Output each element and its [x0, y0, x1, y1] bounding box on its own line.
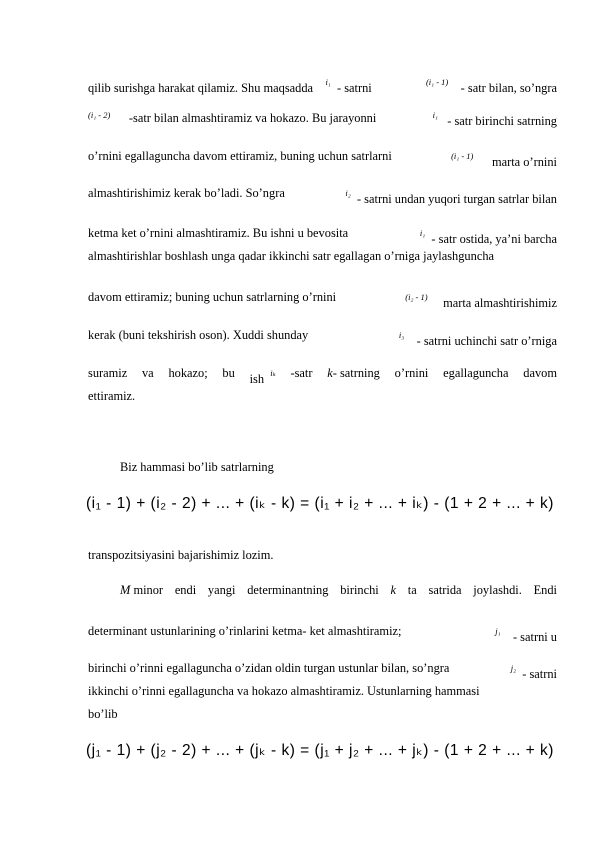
- text-line: [88, 290, 557, 311]
- text: egallaguncha: [443, 366, 509, 380]
- text-line: [120, 583, 557, 598]
- math-term: k: [390, 583, 397, 597]
- math-term: i₁: [419, 228, 426, 238]
- text: - satrni uchinchi satr o’rniga: [416, 334, 557, 348]
- text-line: transpozitsiyasini bajarishimiz lozim.: [88, 548, 274, 562]
- math-term: i₂: [345, 188, 351, 198]
- text: ish: [249, 372, 265, 386]
- math-term: (i₁ - 1): [451, 151, 474, 161]
- text: davom: [523, 366, 557, 380]
- math-term: j₁: [495, 626, 501, 636]
- math-term: (i₂ - 1): [405, 292, 428, 302]
- text: endi: [174, 583, 197, 597]
- text: va: [141, 366, 154, 380]
- text: almashtirishimiz kerak bo’ladi. So’ngra: [88, 186, 285, 200]
- text: - satr ostida, ya’ni barcha: [431, 232, 557, 246]
- text: - satrning: [332, 366, 380, 380]
- text: - satr bilan, so’ngra: [460, 81, 557, 95]
- math-term: (i₁ - 2): [88, 110, 111, 120]
- text-line: [88, 108, 557, 129]
- text: ketma ket o’rnini almashtiramiz. Bu ishni u bevosita: [88, 226, 349, 240]
- text: o’rnini egallaguncha davom ettiramiz, buning uchun satrlarni: [88, 149, 392, 163]
- formula-rows: (i₁ - 1) + (i₂ - 2) + ... + (iₖ - k) = (i₁ + i₂ + ... + iₖ) - (1 + 2 + ... + k): [86, 495, 554, 512]
- text: davom ettiramiz; buning uchun satrlarning o’rnini: [88, 290, 337, 304]
- text: kerak (buni tekshirish oson). Xuddi shunday: [88, 328, 309, 342]
- math-term: (i₁ - 1): [425, 77, 449, 87]
- text: - satrni u: [512, 630, 557, 644]
- math-term: j₂: [510, 663, 517, 673]
- text-line: [88, 226, 557, 247]
- text-line: ettiramiz.: [88, 389, 136, 403]
- text: birinchi o’rinni egallaguncha o’zidan oldin turgan ustunlar bilan, so’ngra: [88, 661, 450, 675]
- text: birinchi: [340, 583, 379, 597]
- text: determinant ustunlarining o’rinlarini ketma- ket almashtiramiz;: [88, 624, 402, 638]
- text-line: [88, 186, 557, 207]
- text: - satrni: [336, 81, 372, 95]
- text: - satr birinchi satrning: [447, 114, 557, 128]
- text: minor: [133, 583, 164, 597]
- text: joylashdi.: [473, 583, 522, 597]
- text: - satrni: [522, 667, 557, 681]
- text-line: [88, 149, 557, 170]
- text-line: bo’lib: [88, 707, 118, 721]
- math-term: i₁: [432, 110, 438, 120]
- text: bu: [222, 366, 235, 380]
- text-line: [88, 75, 557, 96]
- math-term: k: [327, 366, 333, 380]
- text-line: [88, 624, 557, 645]
- text: Endi: [533, 583, 557, 597]
- math-term: iₖ: [270, 368, 276, 378]
- text-line: [88, 328, 557, 349]
- text: marta o’rnini: [491, 155, 557, 169]
- math-term: M: [120, 583, 131, 597]
- text-line: ikkinchi o’rinni egallaguncha va hokazo almashtiramiz. Ustunlarning hammasi: [88, 684, 480, 698]
- text: determinantning: [247, 583, 329, 597]
- text-line: almashtirishlar boshlash unga qadar ikkinchi satr egallagan o’rniga jaylashguncha: [88, 249, 495, 263]
- formula-columns: (j₁ - 1) + (j₂ - 2) + ... + (jₖ - k) = (j₁ + j₂ + ... + jₖ) - (1 + 2 + ... + k): [86, 742, 554, 759]
- text: satrida: [428, 583, 462, 597]
- text: suramiz: [88, 366, 128, 380]
- text: marta almashtirishimiz: [443, 296, 557, 310]
- text: -satr: [290, 366, 313, 380]
- text-line: [88, 366, 557, 387]
- text: o’rnini: [394, 366, 429, 380]
- math-term: i₁: [325, 77, 331, 87]
- text: ta: [407, 583, 417, 597]
- text: qilib surishga harakat qilamiz. Shu maqsadda: [88, 81, 314, 95]
- text: - satrni undan yuqori turgan satrlar bilan: [356, 192, 557, 206]
- text: yangi: [207, 583, 236, 597]
- text: hokazo;: [168, 366, 208, 380]
- text: -satr bilan almashtiramiz va hokazo. Bu jarayonni: [128, 111, 377, 125]
- text-line: [88, 661, 557, 682]
- text-line: Biz hammasi bo’lib satrlarning: [120, 460, 274, 474]
- math-term: i₃: [398, 330, 405, 340]
